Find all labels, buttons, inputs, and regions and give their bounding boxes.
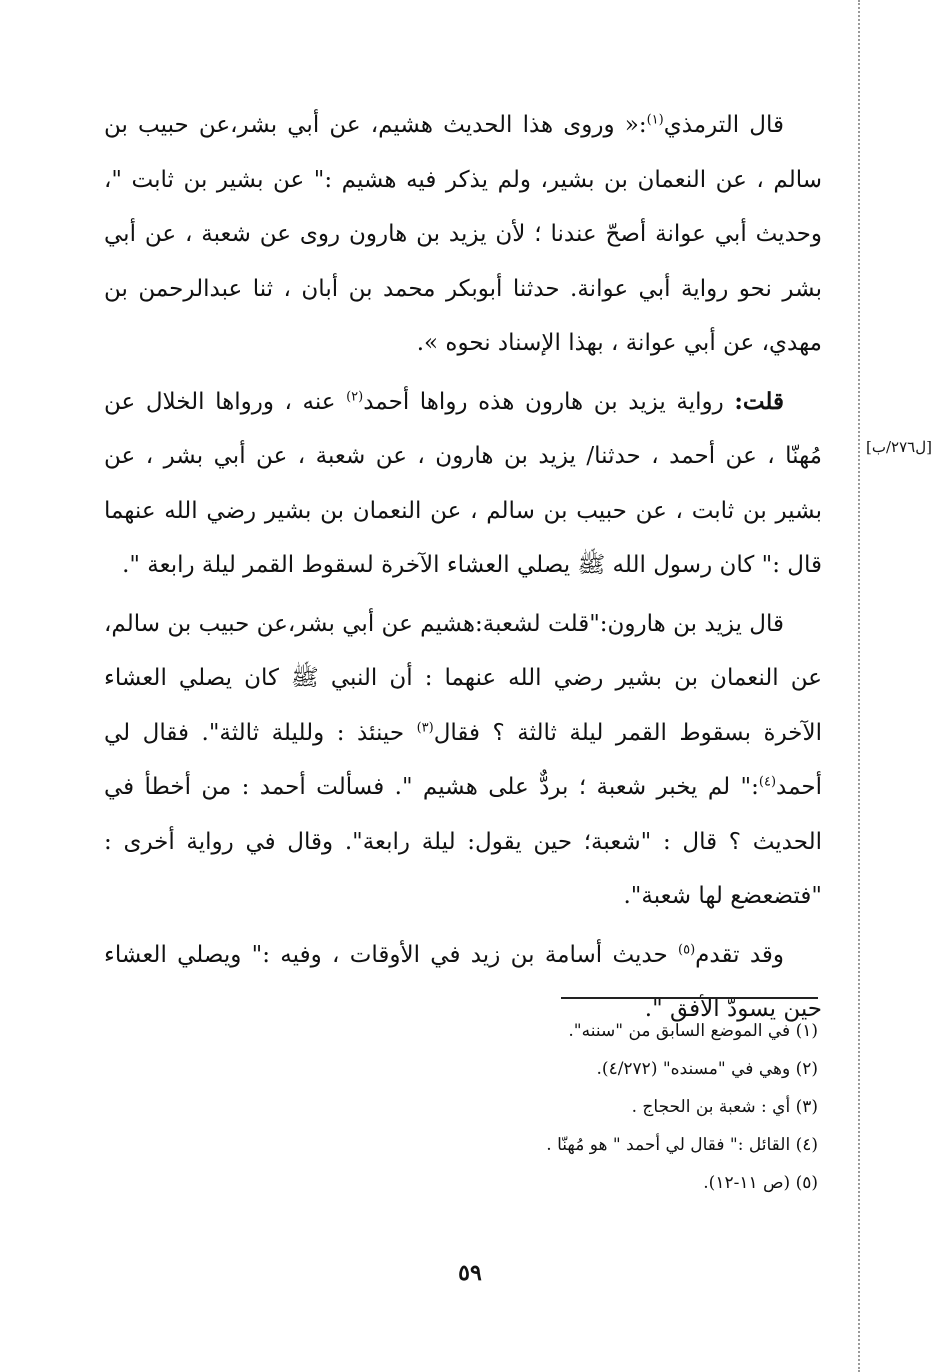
footnote-ref-2[interactable]: (٢) <box>346 388 364 404</box>
footnote-ref-4[interactable]: (٤) <box>758 774 777 790</box>
footnote-ref-1[interactable]: (١) <box>646 112 664 128</box>
paragraph-yazid: قال يزيد بن هارون:"قلت لشعبة:هشيم عن أبي بشر،عن حبيب بن سالم، عن النعمان بن بشير رضي الله عنهما : أن النبي ﷺ كان يصلي العشاء الآخرة بسقوط القمر ليلة ثالثة ؟ فقال$^{(٣)}$ حينئذ : ولليلة ثالثة". فقال لي أحمد$^{(٤)}$:" لم يخبر شعبة ؛ بردٌّ على هشيم ". فسألت أحمد : من أخطأ في الحديث ؟ قال : "شعبة؛ حين يقول: ليلة رابعة". وقال في رواية أخرى : "فتضعضع لها شعبة". <box>104 610 823 909</box>
page-number: ٥٩ <box>458 1260 482 1286</box>
paragraph-usama: وقد تقدم$^{(٥)}$ حديث أسامة بن زيد في الأوقات ، وفيه :" ويصلي العشاء حين يسودّ الأفق ". <box>104 941 822 1022</box>
page-edge-dotted-border <box>858 0 860 1372</box>
footnote-separator <box>561 997 818 999</box>
footnote-4: (٤) القائل :" فقال لي أحمد " هو مُهنّا . <box>546 1135 818 1155</box>
footnote-3: (٣) أي : شعبة بن الحجاج . <box>631 1097 818 1117</box>
footnotes <box>440 1012 818 1202</box>
footnote-ref-3[interactable]: (٣) <box>416 719 434 735</box>
footnote-1: (١) في الموضع السابق من "سننه". <box>568 1021 818 1041</box>
footnote-2: (٢) وهي في "مسنده" (٤/٢٧٢). <box>596 1059 818 1079</box>
main-text <box>104 98 822 1037</box>
paragraph-lead: قلت: <box>734 387 785 415</box>
footnote-5: (٥) (ص ١١-١٢). <box>703 1173 818 1193</box>
footnote-ref-5[interactable]: (٥) <box>678 941 696 957</box>
paragraph-qultu: قلت: رواية يزيد بن هارون هذه رواها أحمد$^{(٢)}$ عنه ، ورواها الخلال عن مُهنّا ، عن أحمد ، حدثنا/ يزيد بن هارون ، عن شعبة ، عن أبي بشر ، عن بشير بن ثابت ، عن حبيب بن سالم ، عن النعمان بن بشير رضي الله عنهما قال :" كان رسول الله ﷺ يصلي العشاء الآخرة لسقوط القمر ليلة رابعة ". <box>104 387 822 578</box>
paragraph-tirmidhi-quote: قال الترمذي$^{(١)}$:« وروى هذا الحديث هشيم، عن أبي بشر،عن حبيب بن سالم ، عن النعمان بن بشير، ولم يذكر فيه هشيم :" عن بشير بن ثابت "، وحديث أبي عوانة أصحّ عندنا ؛ لأن يزيد بن هارون روى عن شعبة ، عن أبي بشر نحو رواية أبي عوانة. حدثنا أبوبكر محمد بن أبان ، ثنا عبدالرحمن بن مهدي، عن أبي عوانة ، بهذا الإسناد نحوه ». <box>104 112 822 356</box>
manuscript-folio-note: [ل٢٧٦/ب] <box>866 438 932 456</box>
